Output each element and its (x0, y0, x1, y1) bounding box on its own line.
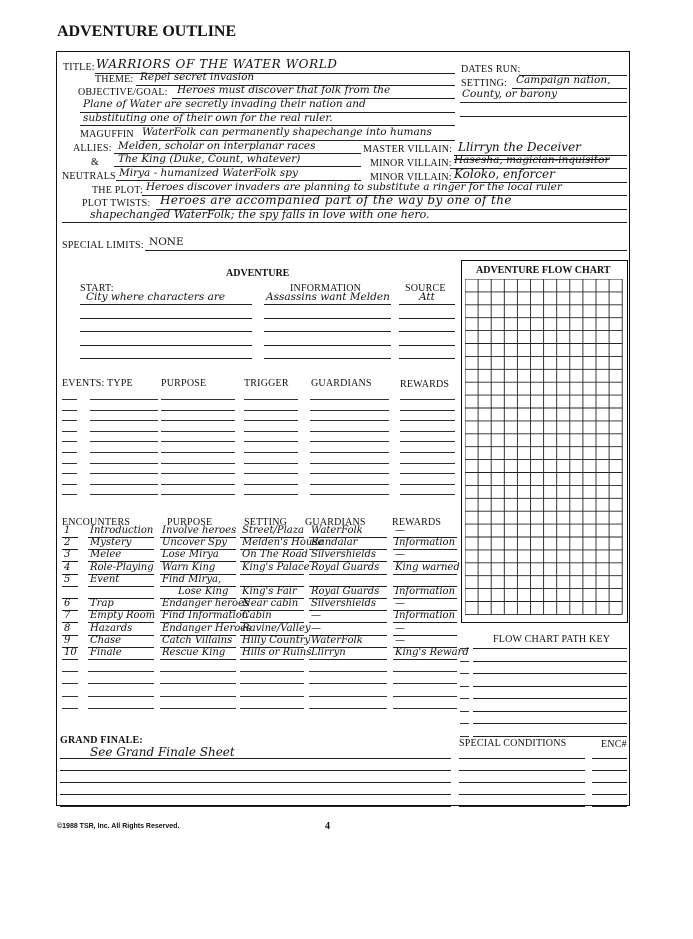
path-key-rule (473, 698, 627, 699)
event-rule (244, 452, 298, 453)
encounter-type: Melee (90, 549, 122, 561)
event-rule (62, 410, 77, 411)
source-value: Att (419, 291, 435, 303)
event-rule (90, 494, 158, 495)
event-rule (310, 463, 389, 464)
enc-number-label: ENC# (601, 739, 627, 750)
encounter-purpose: Lose King (178, 586, 229, 597)
encounter-num: 10 (64, 647, 77, 658)
allies-label: ALLIES: (73, 143, 112, 154)
grand-finale-rule (60, 758, 451, 759)
information-label: INFORMATION (290, 283, 362, 294)
adventure-rule (264, 318, 391, 319)
encounter-rule (240, 671, 304, 672)
events-rewards-label: REWARDS (400, 379, 450, 390)
event-rule (161, 452, 235, 453)
copyright-notice: ©1988 TSR, Inc. All Rights Reserved. (57, 823, 180, 830)
adventure-heading: ADVENTURE (226, 268, 290, 279)
encounter-setting: Melden's House (242, 537, 324, 549)
encounter-type: Mystery (90, 537, 132, 549)
encounter-guardians: Royal Guards (311, 561, 380, 573)
path-key-rule (473, 686, 627, 687)
encounter-num: 7 (64, 610, 71, 622)
event-rule (400, 420, 455, 421)
encounter-rule (240, 708, 304, 709)
encounter-purpose: Rescue King (162, 647, 226, 658)
event-rule (62, 494, 77, 495)
encounter-rule (62, 671, 78, 672)
theme-label: THEME: (95, 74, 134, 85)
source-label: SOURCE (405, 283, 446, 294)
encounter-num: 3 (64, 549, 71, 561)
special-conditions-rule (459, 758, 585, 759)
path-key-tick (460, 723, 469, 724)
event-rule (161, 431, 235, 432)
special-conditions-rule (459, 806, 585, 807)
event-rule (244, 420, 298, 421)
event-rule (310, 420, 389, 421)
event-rule (62, 441, 77, 442)
path-key-rule (473, 723, 627, 724)
setting-value-1: Campaign nation, (516, 74, 611, 86)
event-rule (90, 399, 158, 400)
twists-line-2 (62, 222, 627, 223)
minor-villain-label-2: MINOR VILLAIN: (370, 172, 452, 183)
adventure-rule (399, 331, 455, 332)
encounter-type: Introduction (90, 525, 154, 536)
encounter-guardians: Royal Guards (311, 586, 380, 597)
encounter-rewards: King's Reward (395, 647, 469, 658)
setting-line-3 (460, 116, 627, 117)
encounter-rewards: King warned (395, 561, 460, 573)
adventure-rule (80, 358, 252, 359)
encounter-rule (309, 708, 387, 709)
encounter-rule (393, 696, 457, 697)
master-villain-label: MASTER VILLAIN: (363, 144, 453, 155)
encounter-guardians: WaterFolk (311, 634, 363, 646)
path-key-tick (460, 736, 469, 737)
objective-line-3: substituting one of their own for the real ruler. (83, 112, 333, 124)
encounter-setting: On The Road (242, 549, 308, 561)
adventure-rule (80, 331, 252, 332)
encounter-rule (393, 659, 457, 660)
event-rule (161, 399, 235, 400)
encounter-rewards: Information (395, 586, 456, 597)
path-key-tick (460, 698, 469, 699)
encounter-rule (240, 659, 304, 660)
event-rule (244, 494, 298, 495)
encounter-rule (88, 586, 154, 587)
encounter-type: Event (90, 573, 120, 585)
special-conditions-rule (459, 770, 585, 771)
event-rule (400, 431, 455, 432)
encounter-rule (88, 696, 154, 697)
objective-line-2: Plane of Water are secretly invading their nation and (83, 98, 366, 110)
event-rule (62, 431, 77, 432)
encounter-rewards: — (395, 634, 405, 646)
encounter-rewards: — (395, 622, 405, 634)
path-key-label: FLOW CHART PATH KEY (493, 634, 611, 645)
dates-run-label: DATES RUN: (461, 64, 521, 75)
event-rule (310, 484, 389, 485)
event-rule (90, 420, 158, 421)
encounter-num: 5 (64, 573, 71, 585)
adventure-rule (80, 304, 252, 305)
special-conditions-rule (459, 782, 585, 783)
encounter-rule (160, 696, 236, 697)
minor-villain-value-2: Koloko, enforcer (454, 167, 555, 181)
encounter-guardians: Silvershields (311, 598, 377, 610)
minor-villain-label-1: MINOR VILLAIN: (370, 158, 452, 169)
objective-label: OBJECTIVE/GOAL: (78, 87, 168, 98)
grand-finale-label: GRAND FINALE: (60, 735, 143, 746)
encounter-rule (88, 683, 154, 684)
neutrals-value: Mirya - humanized WaterFolk spy (119, 167, 298, 179)
encounter-rule (88, 659, 154, 660)
encounter-rule (309, 696, 387, 697)
events-purpose-label: PURPOSE (161, 378, 207, 389)
encounter-rule (160, 683, 236, 684)
encounters-purpose-label: PURPOSE (167, 517, 213, 528)
encounter-guardians: — (311, 622, 321, 634)
plot-label: THE PLOT: (92, 185, 144, 196)
enc-number-rule (592, 770, 627, 771)
encounter-rule (393, 671, 457, 672)
event-rule (400, 484, 455, 485)
event-rule (400, 441, 455, 442)
ampersand: & (91, 157, 99, 168)
event-rule (161, 494, 235, 495)
event-rule (400, 399, 455, 400)
encounters-guardians-label: GUARDIANS (305, 517, 366, 528)
encounter-purpose: Warn King (162, 561, 216, 573)
special-conditions-rule (459, 794, 585, 795)
objective-line-1: Heroes must discover that folk from the (177, 84, 391, 96)
event-rule (310, 410, 389, 411)
adventure-rule (264, 358, 391, 359)
path-key-tick (460, 661, 469, 662)
neutrals-label: NEUTRALS (62, 171, 116, 182)
encounter-rule (160, 671, 236, 672)
encounter-purpose: Find Information (162, 610, 249, 622)
grand-finale-rule (60, 794, 451, 795)
encounter-setting: Hills or Ruins (242, 647, 312, 658)
plot-value: Heroes discover invaders are planning to substitute a ringer for the local ruler (146, 181, 562, 193)
encounter-rule (62, 696, 78, 697)
encounter-rule (309, 671, 387, 672)
encounter-setting: Near cabin (242, 598, 299, 610)
grand-finale-rule (60, 806, 451, 807)
path-key-rule (473, 648, 627, 649)
page-number: 4 (325, 821, 330, 832)
event-rule (310, 431, 389, 432)
enc-number-rule (592, 782, 627, 783)
enc-number-rule (592, 758, 627, 759)
encounter-rewards: — (395, 598, 405, 610)
encounter-type: Hazards (90, 622, 133, 634)
encounter-rule (393, 574, 457, 575)
adventure-rule (399, 345, 455, 346)
event-rule (400, 463, 455, 464)
encounter-purpose: Endanger Heroes (162, 622, 252, 634)
encounter-purpose: Endanger heroes (162, 598, 250, 610)
event-rule (90, 452, 158, 453)
events-trigger-label: TRIGGER (244, 378, 289, 389)
encounter-rule (62, 586, 78, 587)
encounters-label: ENCOUNTERS (62, 517, 131, 528)
start-value: City where characters are (86, 291, 226, 303)
encounter-rule (160, 708, 236, 709)
encounter-rule (393, 683, 457, 684)
encounter-num: 4 (64, 561, 71, 573)
event-rule (161, 463, 235, 464)
grand-finale-rule (60, 770, 451, 771)
setting-value-2: County, or barony (462, 88, 558, 100)
encounter-guardians: Randalar (311, 537, 358, 549)
enc-number-rule (592, 794, 627, 795)
encounter-guardians: Silvershields (311, 549, 377, 561)
event-rule (310, 452, 389, 453)
encounter-num: 8 (64, 622, 71, 634)
event-rule (310, 473, 389, 474)
twists-value-1: Heroes are accompanied part of the way by one of the (160, 193, 512, 207)
encounter-rule (393, 708, 457, 709)
encounter-rule (160, 659, 236, 660)
event-rule (90, 441, 158, 442)
event-rule (161, 484, 235, 485)
encounter-purpose: Uncover Spy (162, 537, 227, 549)
special-limits-value: NONE (149, 236, 184, 248)
special-conditions-label: SPECIAL CONDITIONS (459, 738, 567, 749)
event-rule (161, 420, 235, 421)
encounter-setting: Hilly Country (242, 634, 311, 646)
maguffin-value: WaterFolk can permanently shapechange into humans (142, 126, 432, 138)
enc-number-rule (592, 806, 627, 807)
encounter-type: Finale (90, 647, 122, 658)
encounter-rule (88, 708, 154, 709)
event-rule (62, 463, 77, 464)
special-limits-line (145, 250, 627, 251)
event-rule (90, 431, 158, 432)
encounter-num: 9 (64, 634, 71, 646)
event-rule (90, 484, 158, 485)
event-rule (400, 410, 455, 411)
event-rule (62, 452, 77, 453)
event-rule (244, 441, 298, 442)
path-key-tick (460, 686, 469, 687)
encounter-rewards: — (395, 549, 405, 561)
event-rule (400, 473, 455, 474)
encounter-rule (240, 683, 304, 684)
encounter-type: Role-Playing (90, 561, 154, 573)
adventure-rule (80, 318, 252, 319)
special-limits-label: SPECIAL LIMITS: (62, 240, 144, 251)
events-type-label: EVENTS: TYPE (62, 378, 133, 389)
encounter-rule (62, 683, 78, 684)
events-guardians-label: GUARDIANS (311, 378, 372, 389)
adventure-rule (264, 304, 391, 305)
event-rule (62, 473, 77, 474)
path-key-tick (460, 711, 469, 712)
encounter-guardians: WaterFolk (311, 525, 363, 536)
encounter-setting: Ravine/Valley (242, 622, 311, 634)
encounter-setting: Street/Plaza (242, 525, 304, 536)
encounter-purpose: Catch Villains (162, 634, 233, 646)
title-label: TITLE: (63, 62, 95, 73)
adventure-rule (399, 318, 455, 319)
encounter-guardians: Llirryn (311, 647, 346, 658)
adventure-rule (399, 358, 455, 359)
path-key-rule (473, 711, 627, 712)
start-label: START: (80, 283, 114, 294)
adventure-rule (264, 345, 391, 346)
event-rule (90, 410, 158, 411)
encounter-type: Empty Room (90, 610, 156, 622)
encounter-type: Trap (90, 598, 114, 610)
event-rule (244, 431, 298, 432)
flow-chart-heading: ADVENTURE FLOW CHART (476, 265, 611, 276)
grand-finale-value: See Grand Finale Sheet (90, 745, 235, 759)
adventure-rule (80, 345, 252, 346)
encounter-setting: Cabin (242, 610, 272, 622)
maguffin-label: MAGUFFIN (80, 129, 134, 140)
event-rule (244, 399, 298, 400)
encounter-rule (309, 683, 387, 684)
encounter-type: Chase (90, 634, 122, 646)
twists-value-2: shapechanged WaterFolk; the spy falls in love with one hero. (90, 208, 430, 221)
setting-label: SETTING: (461, 78, 508, 89)
information-value: Assassins want Melden (266, 291, 390, 303)
event-rule (400, 494, 455, 495)
event-rule (244, 484, 298, 485)
encounter-rule (62, 659, 78, 660)
encounter-setting: King's Fair (242, 586, 297, 597)
event-rule (161, 410, 235, 411)
event-rule (244, 410, 298, 411)
allies-value-1: Melden, scholar on interplanar races (118, 140, 316, 152)
encounter-purpose: Involve heroes (162, 525, 237, 536)
master-villain-value: Llirryn the Deceiver (458, 140, 581, 154)
encounters-rewards-label: REWARDS (392, 517, 442, 528)
event-rule (310, 494, 389, 495)
encounter-rewards: — (395, 525, 405, 536)
encounter-rule (88, 671, 154, 672)
path-key-tick (460, 673, 469, 674)
event-rule (62, 420, 77, 421)
event-rule (62, 484, 77, 485)
form-title: ADVENTURE OUTLINE (57, 23, 237, 40)
grand-finale-rule (60, 782, 451, 783)
event-rule (244, 473, 298, 474)
encounter-rewards: Information (395, 610, 456, 622)
theme-value: Repel secret invasion (140, 71, 255, 83)
adventure-rule (399, 304, 455, 305)
adventure-rule (264, 331, 391, 332)
encounter-rule (240, 574, 304, 575)
event-rule (310, 399, 389, 400)
encounter-rule (240, 696, 304, 697)
encounter-rule (309, 659, 387, 660)
encounter-num: 2 (64, 537, 71, 549)
path-key-rule (473, 661, 627, 662)
event-rule (90, 463, 158, 464)
setting-line-2 (460, 102, 627, 103)
encounter-purpose: Find Mirya, (162, 573, 222, 585)
encounter-purpose: Lose Mirya (162, 549, 219, 561)
event-rule (161, 441, 235, 442)
allies-value-2: The King (Duke, Count, whatever) (118, 153, 301, 165)
flow-chart-grid (465, 279, 625, 619)
event-rule (62, 399, 77, 400)
path-key-rule (473, 673, 627, 674)
path-key-rule (473, 736, 627, 737)
encounter-setting: King's Palace (242, 561, 310, 573)
event-rule (90, 473, 158, 474)
encounter-rule (309, 574, 387, 575)
encounter-guardians: — (311, 610, 321, 622)
minor-villain-value-1: Hasesha, magician-inquisitor (454, 154, 610, 166)
encounter-rewards: Information (395, 537, 456, 549)
encounter-rule (62, 708, 78, 709)
encounters-setting-label: SETTING (244, 517, 288, 528)
event-rule (400, 452, 455, 453)
twists-label: PLOT TWISTS: (82, 198, 151, 209)
title-value: WARRIORS OF THE WATER WORLD (96, 57, 338, 71)
event-rule (310, 441, 389, 442)
encounter-num: 6 (64, 598, 71, 610)
encounter-num: 1 (64, 525, 71, 536)
event-rule (161, 473, 235, 474)
event-rule (244, 463, 298, 464)
